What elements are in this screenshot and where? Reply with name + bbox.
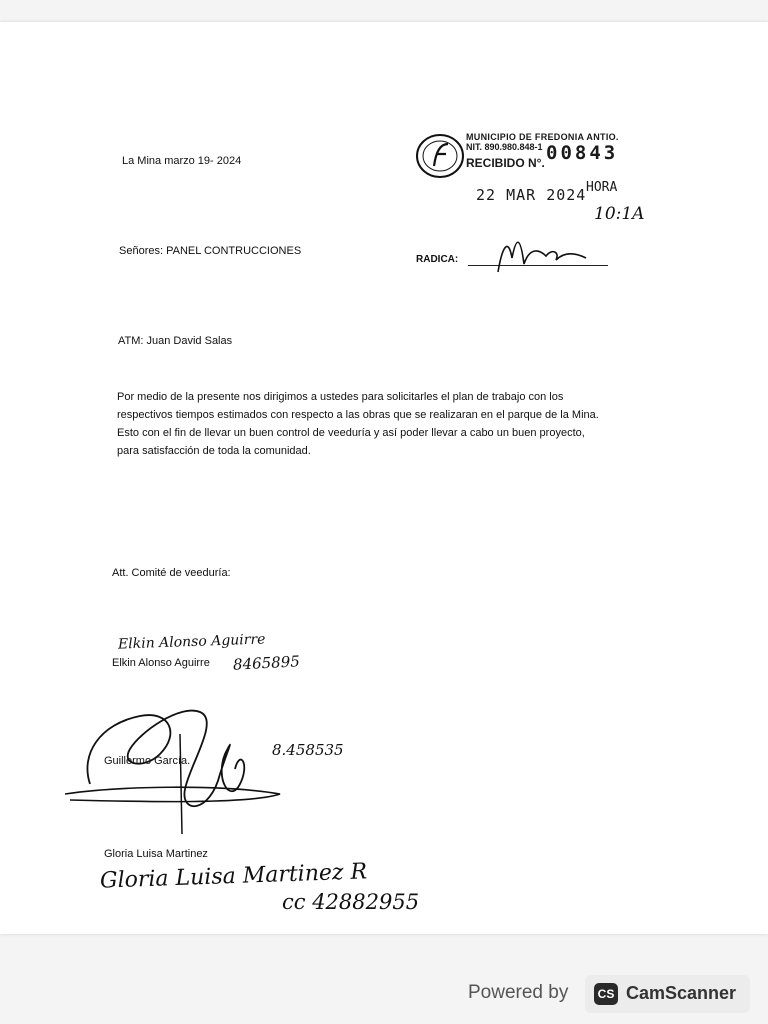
handwritten-id-1: 8465895 (232, 652, 301, 674)
stamp-received-label: RECIBIDO N°. (466, 156, 545, 170)
radica-signature (490, 228, 600, 278)
body-line: respectivos tiempos estimados con respecto a las obras que se realizaran en el parque de la Mina. (117, 409, 599, 421)
stamp-received-number: 00843 (546, 142, 619, 164)
closing-line: Att. Comité de veeduría: (112, 567, 231, 579)
stamp-hora-value: 10:1A (594, 204, 645, 224)
stamp-municipality: MUNICIPIO DE FREDONIA ANTIO. (466, 132, 619, 142)
printed-name-1: Elkin Alonso Aguirre (112, 657, 210, 669)
body-line: Por medio de la presente nos dirigimos a ustedes para solicitarles el plan de trabajo con los (117, 391, 564, 403)
letter-body (117, 388, 677, 460)
printed-name-3: Gloria Luisa Martinez (104, 848, 208, 860)
handwritten-id-3: cc 42882955 (282, 890, 420, 914)
recipient-line: Señores: PANEL CONTRUCCIONES (119, 245, 302, 257)
camscanner-logo (585, 975, 750, 1013)
stamp-date: 22 MAR 2024 (476, 186, 587, 204)
printed-name-2: Guillermo García. (104, 755, 191, 767)
place-date: La Mina marzo 19- 2024 (122, 155, 242, 167)
municipal-seal-icon (414, 132, 466, 180)
body-line: Esto con el fin de llevar un buen control de veeduría y así poder llevar a cabo un buen proyecto, (117, 427, 585, 439)
handwritten-id-2: 8.458535 (272, 741, 344, 759)
handwritten-name-3: Gloria Luisa Martinez R (99, 859, 368, 894)
camscanner-logo-mark: CS (594, 983, 618, 1005)
camscanner-brand: CamScanner (626, 983, 737, 1003)
radica-label: RADICA: (416, 254, 459, 265)
scanned-letter-page (0, 22, 768, 934)
handwritten-name-1: Elkin Alonso Aguirre (117, 631, 266, 653)
reception-stamp (414, 130, 654, 240)
attention-line: ATM: Juan David Salas (118, 335, 233, 347)
stamp-hora-label: HORA (586, 180, 618, 195)
powered-by-text: Powered by (468, 982, 569, 1003)
body-line: para satisfacción de toda la comunidad. (117, 445, 311, 457)
stamp-nit: NIT. 890.980.848-1 (466, 142, 543, 152)
